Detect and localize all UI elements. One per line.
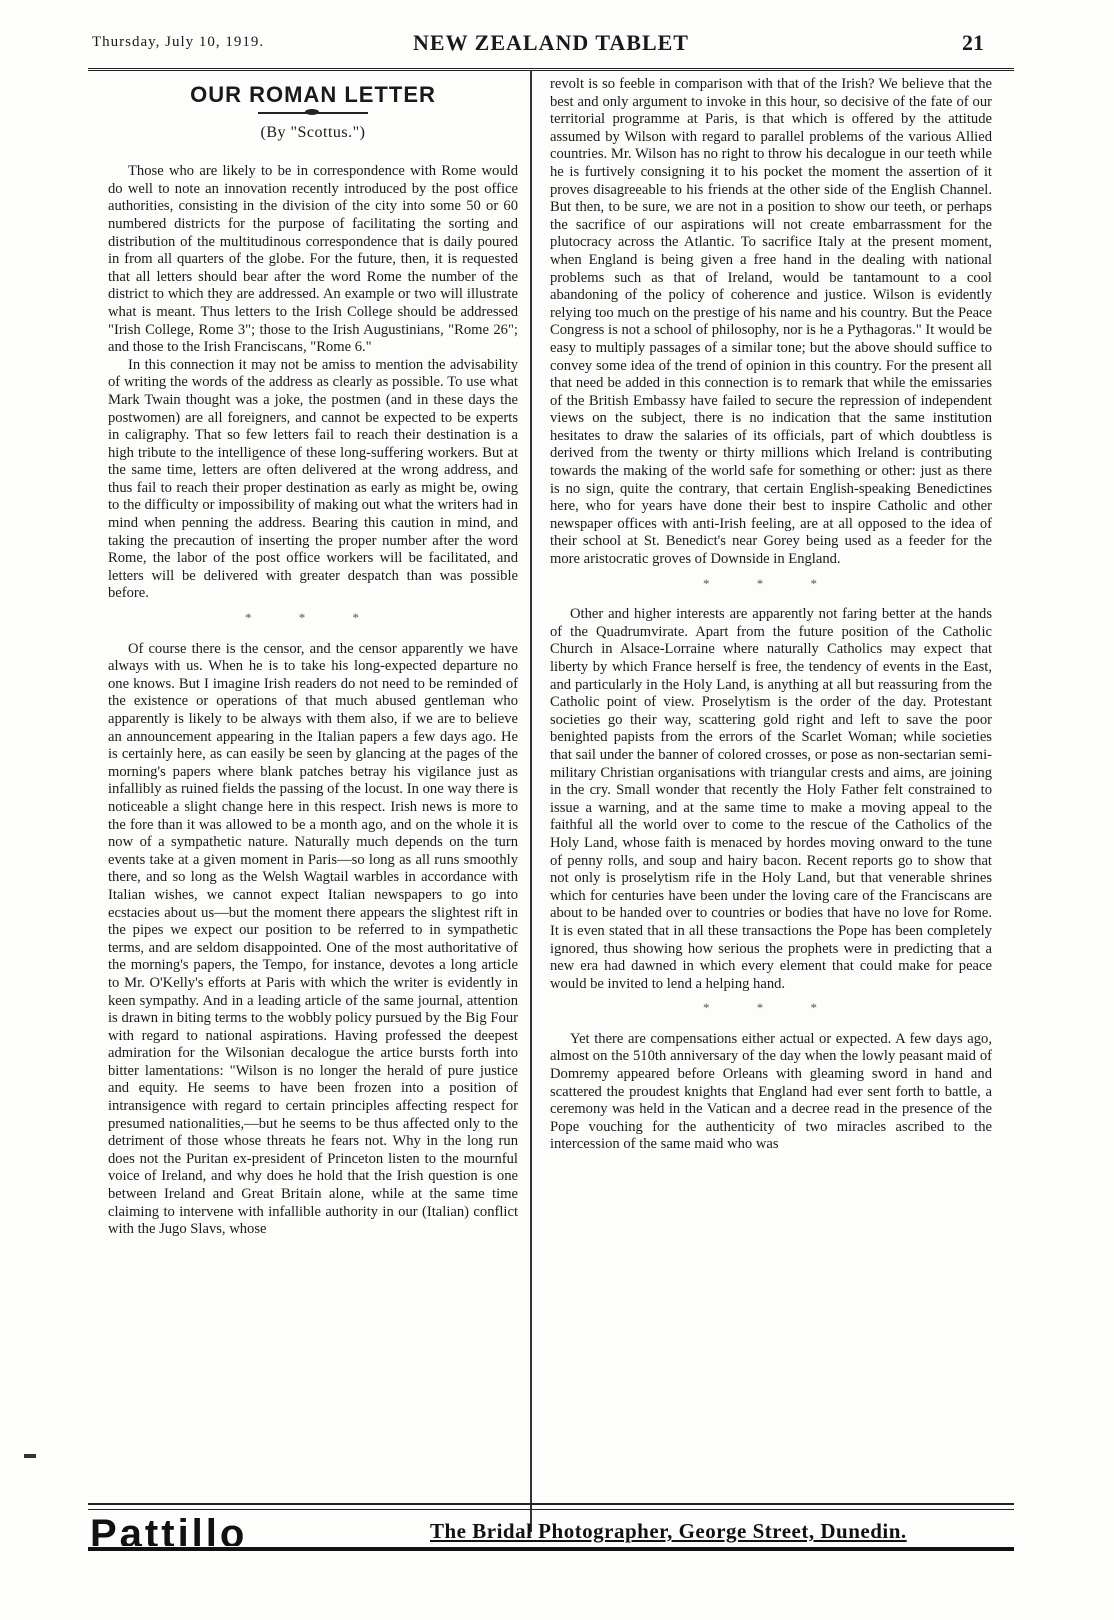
paragraph: Yet there are compensations either actual or expected. A few days ago, almost on the 510th anniversary of the day when the lowly peasant maid of Domremy appeared before Orleans with gleaming sword in hand and scattered the proudest knights that England had ever sent forth to battle, a ceremony was held in the Vatican and a decree read in the presence of the Pope vouching for the authenticity of two miracles ascribed to the intercession of the same maid who was <box>550 1030 992 1153</box>
footer-bar <box>88 1547 1014 1551</box>
paragraph: Those who are likely to be in correspondence with Rome would do well to note an innovation recently introduced by the post office authorities, consisting in the division of the city into some 50 or 60 numbered districts for the purpose of facilitating the sorting and distribution of the multitudinous correspondence that is daily poured in from all quarters of the globe. For the future, then, it is requested that all letters should bear after the word Rome the number of the district to which they are addressed. An example or two will illustrate what is meant. Thus letters to the Irish College should be addressed "Irish College, Rome 3"; those to the Irish Augustinians, "Rome 26"; and those to the Irish Franciscans, "Rome 6." <box>108 163 518 356</box>
page-number: 21 <box>962 30 984 55</box>
right-column <box>550 76 992 1154</box>
paragraph: Of course there is the censor, and the censor apparently we have always with us. When he is to take his long-expected departure no one knows. But I imagine Irish readers do not need to be reminded of the existence or operations of that much abused gentleman who apparently is likely to be always with them also, if we are to believe an announcement appearing in the Italian papers a few days ago. He is certainly here, as can easily be seen by glancing at the pages of the morning's papers where blank patches betray his vigilance just as infallibly as ruined fields the passing of the locust. In one way there is noticeable a slight change here in this respect. Irish news is more to the fore than it was allowed to be a month ago, and on the whole it is now of a sympathetic nature. Naturally much depends on the turn events take at a given moment in Paris—so long as all runs smoothly there, and so long as the Welsh Wagtail warbles in accordance with Italian wishes, we cannot expect Italian newspapers to go into ecstacies about us—but the moment there appears the slightest rift in the pipes we expect our position to be referred to in sympathetic terms, and are seldom disappointed. One of the most authoritative of the morning's papers, the Tempo, for instance, devotes a long article to Mr. O'Kelly's efforts at Paris with which the writer is evidently in keen sympathy. And in a leading article of the same journal, attention is drawn in biting terms to the wobbly policy pursued by the Big Four with regard to national aspirations. Having professed the deepest admiration for the Wilsonian decalogue the artice bursts forth into bitter lamentations: "Wilson is no longer the herald of pure justice and equity. He seems to have been frozen into a position of intransigence with regard to certain principles affecting respect for presumed nationalities,—but he seems to be thus affected only to the detriment of those whose threats he fears not. Why in the long run does not the Puritan ex-president of Princeton listen to the mournful voice of Ireland, and why does he hold that the Irish question is one between Ireland and Great Britain alone, while at the same time claiming to intervene with infallible authority in our (Italian) conflict with the Jugo Slavs, whose <box>108 640 518 1238</box>
paragraph: In this connection it may not be amiss to mention the advisability of writing the words of the address as clearly as possible. To use what Mark Twain thought was a joke, the postmen (and in these days the postwomen) are all foreigners, and cannot be expected to be experts in caligraphy. That so few letters fail to reach their destination is a high tribute to the intelligence of these long-suffering workers. But at the same time, letters are often delivered at the wrong address, and thus fail to reach their proper destination as early as might be, owing to the difficulty or impossibility of making out what the writers had in mind when penning the address. Bearing this caution in mind, and taking the precaution of inserting the proper number after the word Rome, the labor of the post office workers will be facilitated, and letters will be delivered with greater despatch than was possible before. <box>108 356 518 602</box>
publication-title: NEW ZEALAND TABLET <box>413 30 689 55</box>
paragraph: revolt is so feeble in comparison with that of the Irish? We believe that the best and only argument to invoke in this hour, so decisive of the fate of our territorial programme at Paris, is that which is offered by the attitude assumed by Wilson with regard to parallel problems of the various Allied countries. Mr. Wilson has no right to throw his decalogue in our teeth while he is furtively consigning it to his pocket the moment the assertion of it proves disagreeable to his friends at the other side of the English Channel. But then, to be sure, we are not in a position to show our teeth, or perhaps the sacrifice of our aspirations will not create embarrassment for the plutocracy across the Atlantic. To sacrifice Italy at the present moment, when England is being given a free hand in the dealing with national problems such as that of Ireland, would be tantamount to a cool abandoning of the policy of coherence and justice. Wilson is evidently relying too much on the prestige of his name and his country. But the Peace Congress is not a school of philosophy, nor is he a Pythagoras." It would be easy to multiply passages of a similar tone; but the above should suffice to convey some idea of the trend of opinion in this country. For the present all that need be added in this connection is to remark that while the emissaries of the British Embassy have failed to secure the repression of independent views on the subject, there is no indication that the same institution hesitates to draw the salaries of its officials, part of which doubtless is derived from the twenty or thirty millions which Ireland is contributing towards the making of the world safe for something or other: just as there is no sign, quite the contrary, that certain English-speaking Benedictines here, who for years have done their best to inspire Catholic and other newspaper offices with anti-Irish feeling, are at all opposed to the idea of their school at St. Benedict's near Gorey being used as a feeder for the more aristocratic groves of Downside in England. <box>550 76 992 568</box>
advert-text: The Bridal Photographer, George Street, Dunedin. <box>430 1519 907 1543</box>
column-divider <box>530 70 532 1532</box>
section-separator: * * * <box>245 610 381 626</box>
section-separator: * * * <box>703 575 839 591</box>
paragraph: Other and higher interests are apparently not faring better at the hands of the Quadrumvirate. Apart from the future position of the Catholic Church in Alsace-Lorraine where naturally Catholics may expect that liberty by which France herself is free, the tendency of events in the East, and particularly in the Holy Land, is anything at all but reassuring from the Catholic point of view. Proselytism is the order of the day. Protestant societies go their way, scattering gold right and left to save the poor benighted papists from the errors of the Scarlet Woman; while societies that sail under the banner of colored crosses, or pose as non-sectarian semi-military Christian organisations with triangular crests and aims, are joining in the cry. Small wonder that recently the Holy Father felt constrained to issue a warning, and at the same time to make a moving appeal to the faithful all the world over to come to the rescue of the Catholics of the Holy Land, whose faith is menaced by hordes moving onward to the tune of penny rolls, and soup and hairy bacon. Recent reports go to show that not only is proselytism rife in the Holy Land, but that venerable shrines which for centuries have been under the loving care of the Franciscans are about to be handed over to countries or bodies that have no love for Rome. It is even stated that in all these transactions the Pope has been completely ignored, thus showing how serious the prophets were in predicting that a new era had dawned in which every element that could make for peace would be invited to lend a helping hand. <box>550 606 992 992</box>
footer-rule <box>88 1503 1014 1505</box>
title-ornament <box>258 112 368 114</box>
issue-date: Thursday, July 10, 1919. <box>92 34 265 50</box>
article-byline: (By "Scottus.") <box>260 123 366 141</box>
article-title: OUR ROMAN LETTER <box>190 82 436 107</box>
page-header <box>88 28 1014 71</box>
advertiser-name: Pattillo <box>90 1512 248 1546</box>
footer-rule <box>88 1509 1014 1510</box>
section-separator: * * * <box>703 1000 839 1016</box>
left-column <box>108 78 518 1239</box>
margin-mark <box>24 1454 36 1458</box>
